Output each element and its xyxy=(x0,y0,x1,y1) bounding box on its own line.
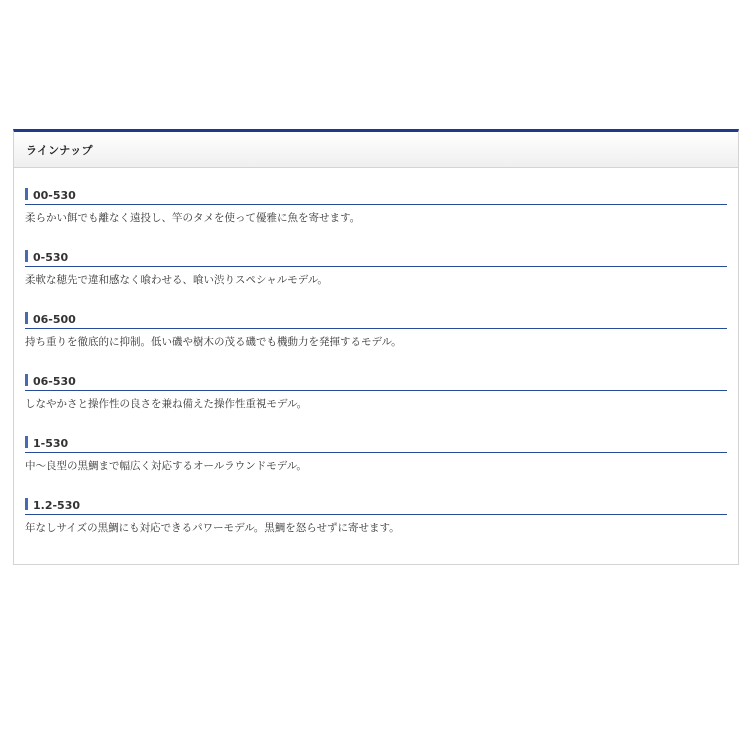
lineup-item-heading xyxy=(25,186,727,205)
lineup-panel xyxy=(13,129,739,565)
model-description: 年なしサイズの黒鯛にも対応できるパワーモデル。黒鯛を怒らせずに寄せます。 xyxy=(25,522,400,534)
heading-accent-bar xyxy=(25,498,28,510)
model-name: 06-500 xyxy=(33,312,76,326)
lineup-item-heading xyxy=(25,248,727,267)
model-name: 06-530 xyxy=(33,374,76,388)
model-name: 1.2-530 xyxy=(33,498,81,512)
model-description: 中～良型の黒鯛まで幅広く対応するオールラウンドモデル。 xyxy=(25,460,307,472)
heading-accent-bar xyxy=(25,374,28,386)
heading-accent-bar xyxy=(25,436,28,448)
heading-accent-bar xyxy=(25,250,28,262)
lineup-item xyxy=(25,496,727,558)
lineup-item-heading xyxy=(25,496,727,515)
model-name: 1-530 xyxy=(33,436,69,450)
model-name: 0-530 xyxy=(33,250,69,264)
lineup-item-heading xyxy=(25,372,727,391)
lineup-item xyxy=(25,434,727,496)
panel-title: ラインナップ xyxy=(26,143,93,157)
lineup-item xyxy=(25,186,727,248)
lineup-item-heading xyxy=(25,434,727,453)
model-description: 柔らかい餌でも離なく遠投し、竿のタメを使って優雅に魚を寄せます。 xyxy=(25,212,361,224)
heading-accent-bar xyxy=(25,188,28,200)
model-description: 柔軟な穂先で違和感なく喰わせる、喰い渋りスペシャルモデル。 xyxy=(25,274,328,286)
heading-accent-bar xyxy=(25,312,28,324)
model-name: 00-530 xyxy=(33,188,76,202)
lineup-item-heading xyxy=(25,310,727,329)
lineup-item xyxy=(25,248,727,310)
lineup-list xyxy=(14,168,738,558)
lineup-item xyxy=(25,372,727,434)
lineup-item xyxy=(25,310,727,372)
model-description: 持ち重りを徹底的に抑制。低い磯や樹木の茂る磯でも機動力を発揮するモデル。 xyxy=(25,336,402,348)
model-description: しなやかさと操作性の良さを兼ね備えた操作性重視モデル。 xyxy=(25,398,308,410)
panel-header xyxy=(14,132,738,168)
